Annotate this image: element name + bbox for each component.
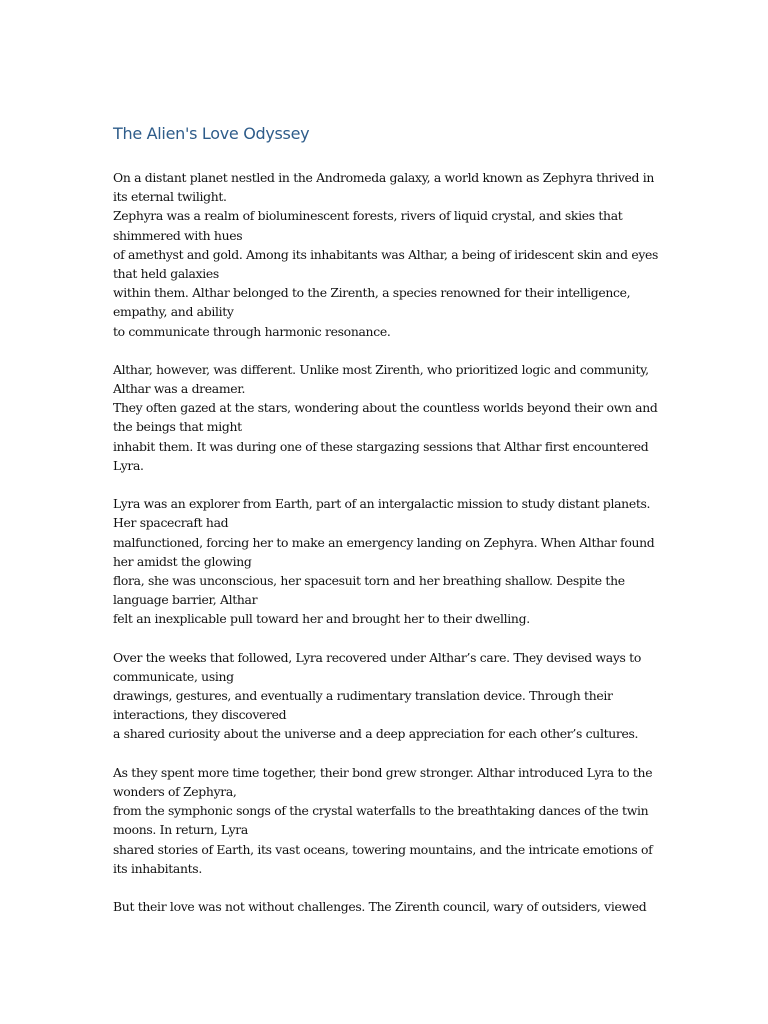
paragraph-spacer bbox=[113, 629, 673, 648]
text-line: her amidst the glowing bbox=[113, 553, 252, 569]
paragraph bbox=[113, 360, 673, 475]
paragraph bbox=[113, 494, 673, 628]
text-line: within them. Althar belonged to the Zirenth, a species renowned for their intelligence, bbox=[113, 285, 631, 301]
text-line: its inhabitants. bbox=[113, 860, 202, 876]
text-line: inhabit them. It was during one of these stargazing sessions that Althar first encountered bbox=[113, 438, 649, 454]
text-line: flora, she was unconscious, her spacesuit torn and her breathing shallow. Despite the bbox=[113, 572, 625, 588]
text-line: malfunctioned, forcing her to make an emergency landing on Zephyra. When Althar found bbox=[113, 534, 655, 550]
paragraph bbox=[113, 763, 673, 878]
text-line: But their love was not without challenges. The Zirenth council, wary of outsiders, viewed bbox=[113, 899, 647, 915]
text-line: Lyra. bbox=[113, 457, 144, 473]
paragraph bbox=[113, 648, 673, 744]
text-line: They often gazed at the stars, wondering about the countless worlds beyond their own and bbox=[113, 400, 658, 416]
paragraph bbox=[113, 897, 673, 916]
paragraph-spacer bbox=[113, 475, 673, 494]
document-body bbox=[113, 168, 673, 916]
text-line: to communicate through harmonic resonance. bbox=[113, 323, 391, 339]
text-line: Her spacecraft had bbox=[113, 515, 229, 531]
paragraph bbox=[113, 168, 673, 341]
document-title: The Alien's Love Odyssey bbox=[113, 124, 310, 143]
text-line: Althar was a dreamer. bbox=[113, 381, 246, 397]
text-line: a shared curiosity about the universe and a deep appreciation for each other’s cultures. bbox=[113, 726, 639, 742]
text-line: Zephyra was a realm of bioluminescent forests, rivers of liquid crystal, and skies that bbox=[113, 208, 623, 224]
paragraph-spacer bbox=[113, 341, 673, 360]
text-line: that held galaxies bbox=[113, 265, 219, 281]
paragraph-spacer bbox=[113, 744, 673, 763]
text-line: interactions, they discovered bbox=[113, 707, 287, 723]
text-line: felt an inexplicable pull toward her and brought her to their dwelling. bbox=[113, 611, 530, 627]
text-line: Over the weeks that followed, Lyra recovered under Althar’s care. They devised ways to bbox=[113, 649, 641, 665]
text-line: Lyra was an explorer from Earth, part of an intergalactic mission to study distant planets. bbox=[113, 496, 651, 512]
text-line: shared stories of Earth, its vast oceans, towering mountains, and the intricate emotions of bbox=[113, 841, 653, 857]
text-line: empathy, and ability bbox=[113, 304, 234, 320]
text-line: moons. In return, Lyra bbox=[113, 822, 248, 838]
text-line: wonders of Zephyra, bbox=[113, 784, 237, 799]
text-line: Althar, however, was different. Unlike most Zirenth, who prioritized logic and community, bbox=[113, 361, 649, 377]
text-line: communicate, using bbox=[113, 668, 234, 684]
text-line: the beings that might bbox=[113, 419, 242, 435]
text-line: As they spent more time together, their bond grew stronger. Althar introduced Lyra to the bbox=[113, 764, 653, 780]
text-line: language barrier, Althar bbox=[113, 592, 258, 608]
text-line: of amethyst and gold. Among its inhabitants was Althar, a being of iridescent skin and eyes bbox=[113, 246, 659, 262]
text-line: On a distant planet nestled in the Andromeda galaxy, a world known as Zephyra thrived in bbox=[113, 170, 655, 185]
paragraph-spacer bbox=[113, 878, 673, 897]
text-line: from the symphonic songs of the crystal waterfalls to the breathtaking dances of the twin bbox=[113, 803, 649, 819]
text-line: its eternal twilight. bbox=[113, 189, 227, 205]
text-line: shimmered with hues bbox=[113, 227, 243, 243]
text-line: drawings, gestures, and eventually a rudimentary translation device. Through their bbox=[113, 688, 613, 704]
